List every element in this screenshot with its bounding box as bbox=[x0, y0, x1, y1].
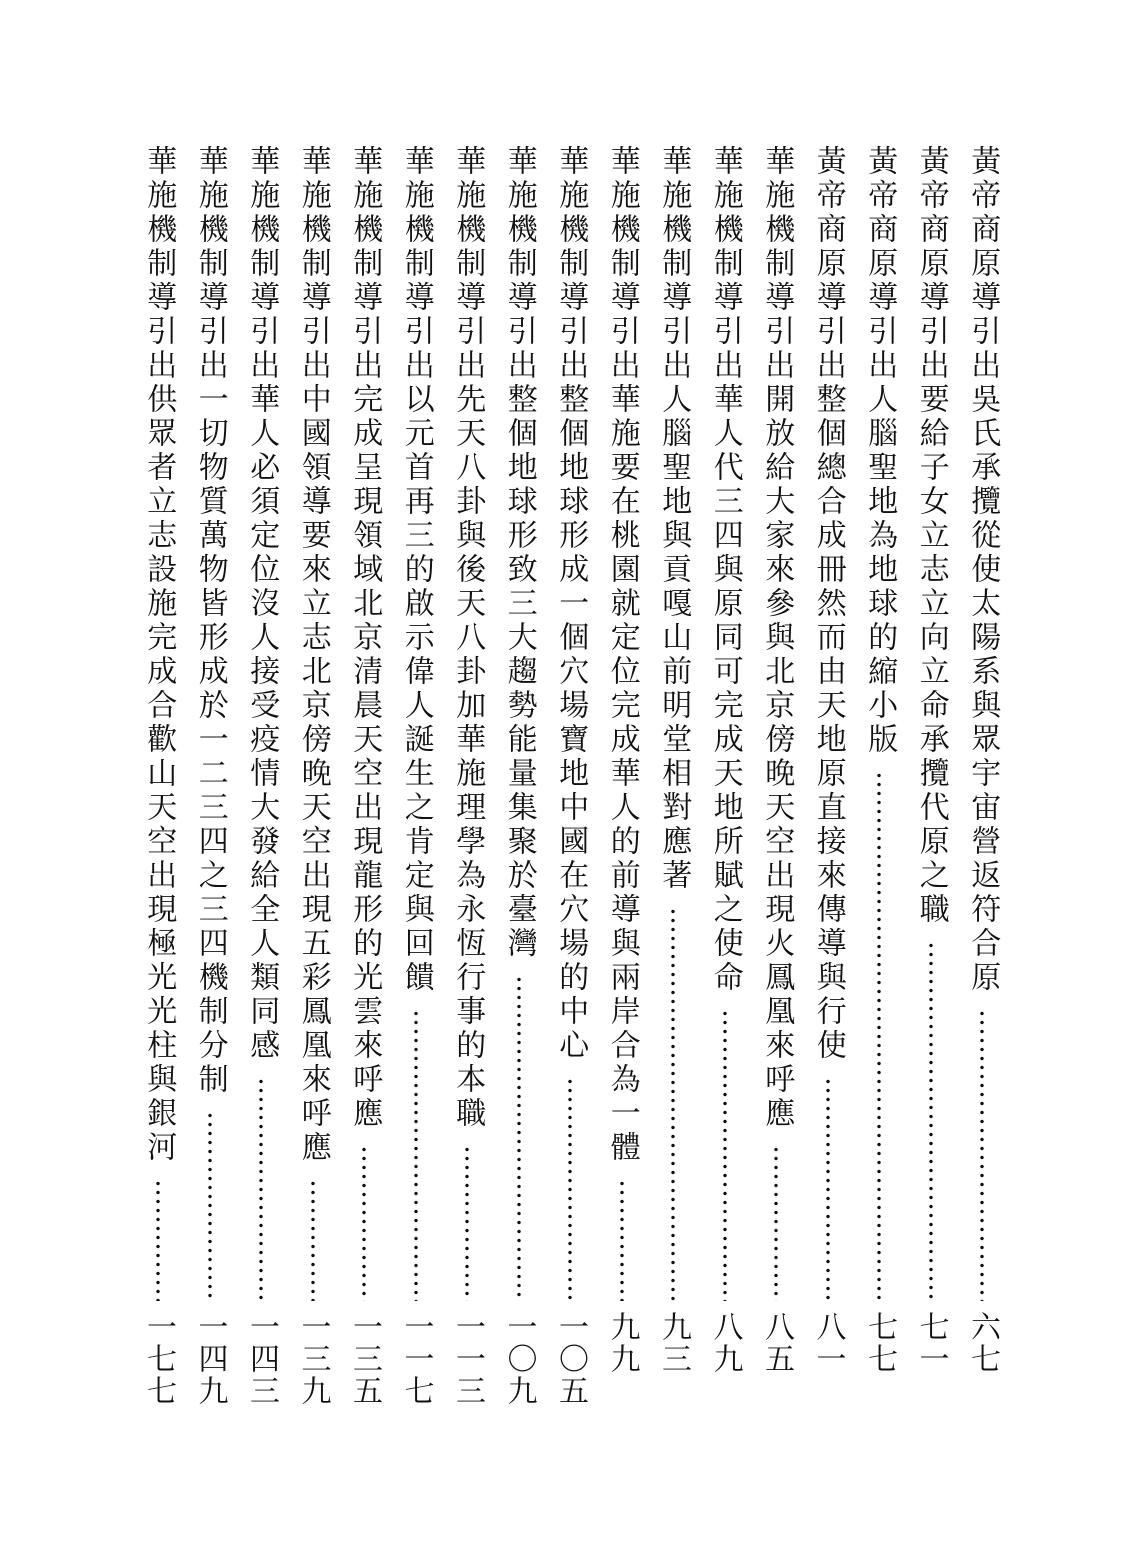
dot-leader bbox=[156, 1179, 160, 1301]
toc-entry-title: 華施機制導引出整個地球形成一個穴場寶地中國在穴場的中心 bbox=[553, 145, 589, 1063]
toc-entry-page: 一三九 bbox=[295, 1311, 331, 1407]
toc-entry-page: 一〇五 bbox=[553, 1311, 588, 1407]
dot-leader bbox=[208, 1111, 212, 1301]
dot-leader bbox=[774, 1145, 778, 1301]
toc-entry-title: 華施機制導引出整個地球形致三大趨勢能量集聚於臺灣 bbox=[501, 145, 537, 961]
toc-entry[interactable] bbox=[501, 145, 537, 1415]
toc-entry-page: 八五 bbox=[759, 1311, 794, 1375]
dot-leader bbox=[568, 1077, 572, 1301]
dot-leader bbox=[362, 1145, 366, 1301]
toc-entry[interactable] bbox=[913, 145, 949, 1415]
toc-entry[interactable] bbox=[707, 145, 743, 1415]
toc-entry-page: 一一七 bbox=[398, 1311, 434, 1407]
dot-leader bbox=[259, 1077, 263, 1301]
toc-entry-title: 黃帝商原導引出整個總合成冊然而由天地原直接來傳導與行使 bbox=[810, 145, 846, 1063]
dot-leader bbox=[980, 1009, 984, 1301]
toc-entry-title: 華施機制導引出人腦聖地與貢嘎山前明堂相對應著 bbox=[656, 145, 692, 893]
toc-entry[interactable] bbox=[810, 145, 846, 1415]
toc-entry-page: 一四九 bbox=[192, 1311, 228, 1407]
dot-leader bbox=[517, 975, 521, 1301]
toc-entry-page: 一一三 bbox=[450, 1311, 485, 1407]
dot-leader bbox=[620, 1179, 624, 1301]
toc-entry-page: 九三 bbox=[656, 1311, 691, 1375]
toc-entry[interactable] bbox=[398, 145, 434, 1415]
toc-entry-title: 華施機制導引出以元首再三的啟示偉人誕生之肯定與回饋 bbox=[398, 145, 434, 995]
toc-entry-page: 一三五 bbox=[347, 1311, 382, 1407]
toc-entry-page: 一七七 bbox=[141, 1311, 176, 1407]
toc-entry-page: 七一 bbox=[913, 1311, 949, 1375]
toc-entry-title: 華施機制導引出完成呈現領域北京清晨天空出現龍形的光雲來呼應 bbox=[347, 145, 383, 1131]
toc-entry[interactable] bbox=[552, 145, 588, 1415]
dot-leader bbox=[311, 1179, 315, 1301]
toc-entry-title: 黃帝商原導引出要給子女立志立向立命承攬代原之職 bbox=[913, 145, 949, 927]
toc-entry-title: 華施機制導引出華人代三四與原同可完成天地所賦之使命 bbox=[707, 145, 743, 995]
toc-entry-page: 八九 bbox=[707, 1311, 743, 1375]
toc-entry[interactable] bbox=[604, 145, 640, 1415]
toc-entry-title: 黃帝商原導引出人腦聖地為地球的縮小版 bbox=[862, 145, 898, 757]
toc-entry-title: 華施機制導引出華施要在桃園就定位完成華人的前導與兩岸合為一體 bbox=[604, 145, 640, 1165]
toc-entry[interactable] bbox=[861, 145, 897, 1415]
toc-entry[interactable] bbox=[964, 145, 1000, 1415]
toc-entry-title: 華施機制導引出中國領導要來立志北京傍晚天空出現五彩鳳凰來呼應 bbox=[295, 145, 331, 1165]
toc-entry-page: 八一 bbox=[810, 1311, 846, 1375]
toc-entry[interactable] bbox=[140, 145, 176, 1415]
toc-entry-title: 華施機制導引出一切物質萬物皆形成於一二三四之三四機制分制 bbox=[192, 145, 228, 1097]
toc-entry-title: 華施機制導引出先天八卦與後天八卦加華施理學為永恆行事的本職 bbox=[450, 145, 486, 1131]
toc-entry[interactable] bbox=[243, 145, 279, 1415]
dot-leader bbox=[877, 771, 881, 1301]
dot-leader bbox=[414, 1009, 418, 1301]
toc-entry[interactable] bbox=[192, 145, 228, 1415]
dot-leader bbox=[929, 941, 933, 1301]
toc-entry[interactable] bbox=[449, 145, 485, 1415]
toc-entry-page: 六七 bbox=[965, 1311, 1000, 1375]
toc-entry-title: 黃帝商原導引出吳氏承攬從使太陽系與眾宇宙營返符合原 bbox=[965, 145, 1001, 995]
toc-entry-page: 一〇九 bbox=[501, 1311, 537, 1407]
toc-entry-page: 九九 bbox=[604, 1311, 640, 1375]
toc-entry-page: 一四三 bbox=[244, 1311, 279, 1407]
dot-leader bbox=[671, 907, 675, 1301]
toc-entry[interactable] bbox=[346, 145, 382, 1415]
dot-leader bbox=[723, 1009, 727, 1301]
toc-entry[interactable] bbox=[295, 145, 331, 1415]
toc-entry-title: 華施機制導引出開放給大家來參與北京傍晚天空出現火鳳凰來呼應 bbox=[759, 145, 795, 1131]
toc-entry-page: 七七 bbox=[862, 1311, 897, 1375]
toc-entry-title: 華施機制導引出供眾者立志設施完成合歡山天空出現極光光柱與銀河 bbox=[141, 145, 177, 1165]
table-of-contents bbox=[140, 145, 1000, 1415]
toc-entry-title: 華施機制導引出華人必須定位沒人接受疫情大發給全人類同感 bbox=[244, 145, 280, 1063]
dot-leader bbox=[465, 1145, 469, 1301]
toc-entry[interactable] bbox=[655, 145, 691, 1415]
dot-leader bbox=[826, 1077, 830, 1301]
toc-entry[interactable] bbox=[758, 145, 794, 1415]
